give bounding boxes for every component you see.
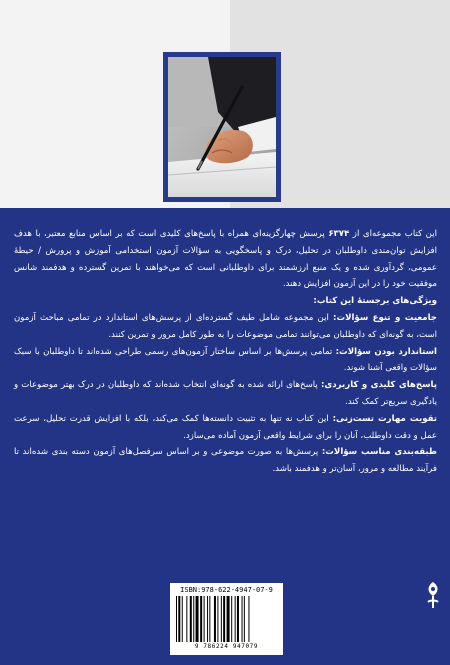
barcode-digits: 9 786224 947079 (194, 643, 259, 650)
feature-item (14, 444, 437, 478)
feature-title: تقویت مهارت تست‌زنی: (332, 413, 437, 424)
barcode-bar (209, 596, 210, 642)
barcode-bar (182, 596, 183, 642)
barcode-bar (214, 596, 216, 642)
feature-item (14, 344, 437, 378)
feature-item (14, 310, 437, 344)
publisher-logo (423, 580, 443, 610)
barcode-bar (235, 596, 236, 642)
barcode-bar (190, 596, 192, 642)
feature-item (14, 377, 437, 411)
barcode-bar (186, 596, 187, 642)
barcode-bar (204, 596, 205, 642)
features-heading: ویژگی‌های برجستهٔ این کتاب: (313, 296, 437, 307)
barcode-bar (242, 596, 243, 642)
question-count: ۶۳۷۴ (328, 229, 350, 239)
barcode-bar (196, 596, 199, 642)
intro-text-end: پرسش چهارگزینه‌ای همراه با پاسخ‌های کلیدی است که بر اساس منابع معتبر، با هدف افزایش توان‌مندی داوطلبان در تحلیل، درک و پاسخگویی به سؤالات آزمون استخدامی آموزش و پرورش / حیطهٔ عمومی، گردآوری شده و یک منبع ارزشمند برای داوطلبانی است که می‌خواهند با تمرین گسترده و هدفمند شانس موفقیت خود را در این آزمون افزایش دهند. (14, 229, 437, 290)
barcode-bar (193, 596, 194, 642)
feature-title: استاندارد بودن سؤالات: (335, 346, 437, 357)
feature-text: این مجموعه شامل طیف گسترده‌ای از پرسش‌های استاندارد در تمامی مباحث آزمون است، به گونه‌ای که داوطلبان می‌توانند تمامی موضوعات را به طور کامل مرور و تمرین کنند. (14, 312, 437, 340)
barcode-box (170, 583, 283, 655)
barcode-bar (176, 596, 177, 642)
feature-text: تمامی پرسش‌ها بر اساس ساختار آزمون‌های رسمی طراحی شده‌اند تا داوطلبان با سبک سؤالات واقعی آشنا شوند. (14, 346, 437, 374)
barcode-bar (178, 596, 180, 642)
barcode-bar (227, 596, 230, 642)
feature-title: طبقه‌بندی مناسب سؤالات: (321, 447, 437, 458)
feature-title: جامعیت و تنوع سؤالات: (333, 312, 437, 323)
barcode-bar (207, 596, 208, 642)
feature-item (14, 411, 437, 445)
feature-title: پاسخ‌های کلیدی و کاربردی: (320, 380, 437, 391)
barcode-bar (217, 596, 218, 642)
barcode-bar (244, 596, 245, 642)
description-text (14, 226, 437, 478)
isbn-label: ISBN:978-622-4947-07-9 (180, 586, 273, 594)
intro-paragraph (14, 226, 437, 293)
barcode-bars (176, 596, 277, 642)
writing-hand-photo (168, 57, 276, 197)
feature-text: این کتاب نه تنها به تثبیت دانسته‌ها کمک می‌کند، بلکه با افزایش قدرت تحلیل، سرعت عمل و دقت داوطلب، آنان را برای شرایط واقعی آزمون آماده می‌سازد. (14, 413, 437, 441)
feature-text: پرسش‌ها به صورت موضوعی و بر اساس سرفصل‌های آزمون دسته بندی شده‌اند تا فرآیند مطالعه و مرور، آسان‌تر و هدفمند باشد. (14, 447, 437, 475)
barcode-bar (237, 596, 239, 642)
barcode-bar (248, 596, 249, 642)
barcode-bar (231, 596, 232, 642)
feature-text: پاسخ‌های ارائه شده به گونه‌ای انتخاب شده‌اند که داوطلبان در درک بهتر موضوعات و یادگیری سریع‌تر کمک کند. (14, 380, 437, 407)
barcode-bar (223, 596, 225, 642)
barcode-bar (200, 596, 202, 642)
barcode-bar (221, 596, 222, 642)
intro-text-start: این کتاب مجموعه‌ای از (349, 229, 437, 239)
